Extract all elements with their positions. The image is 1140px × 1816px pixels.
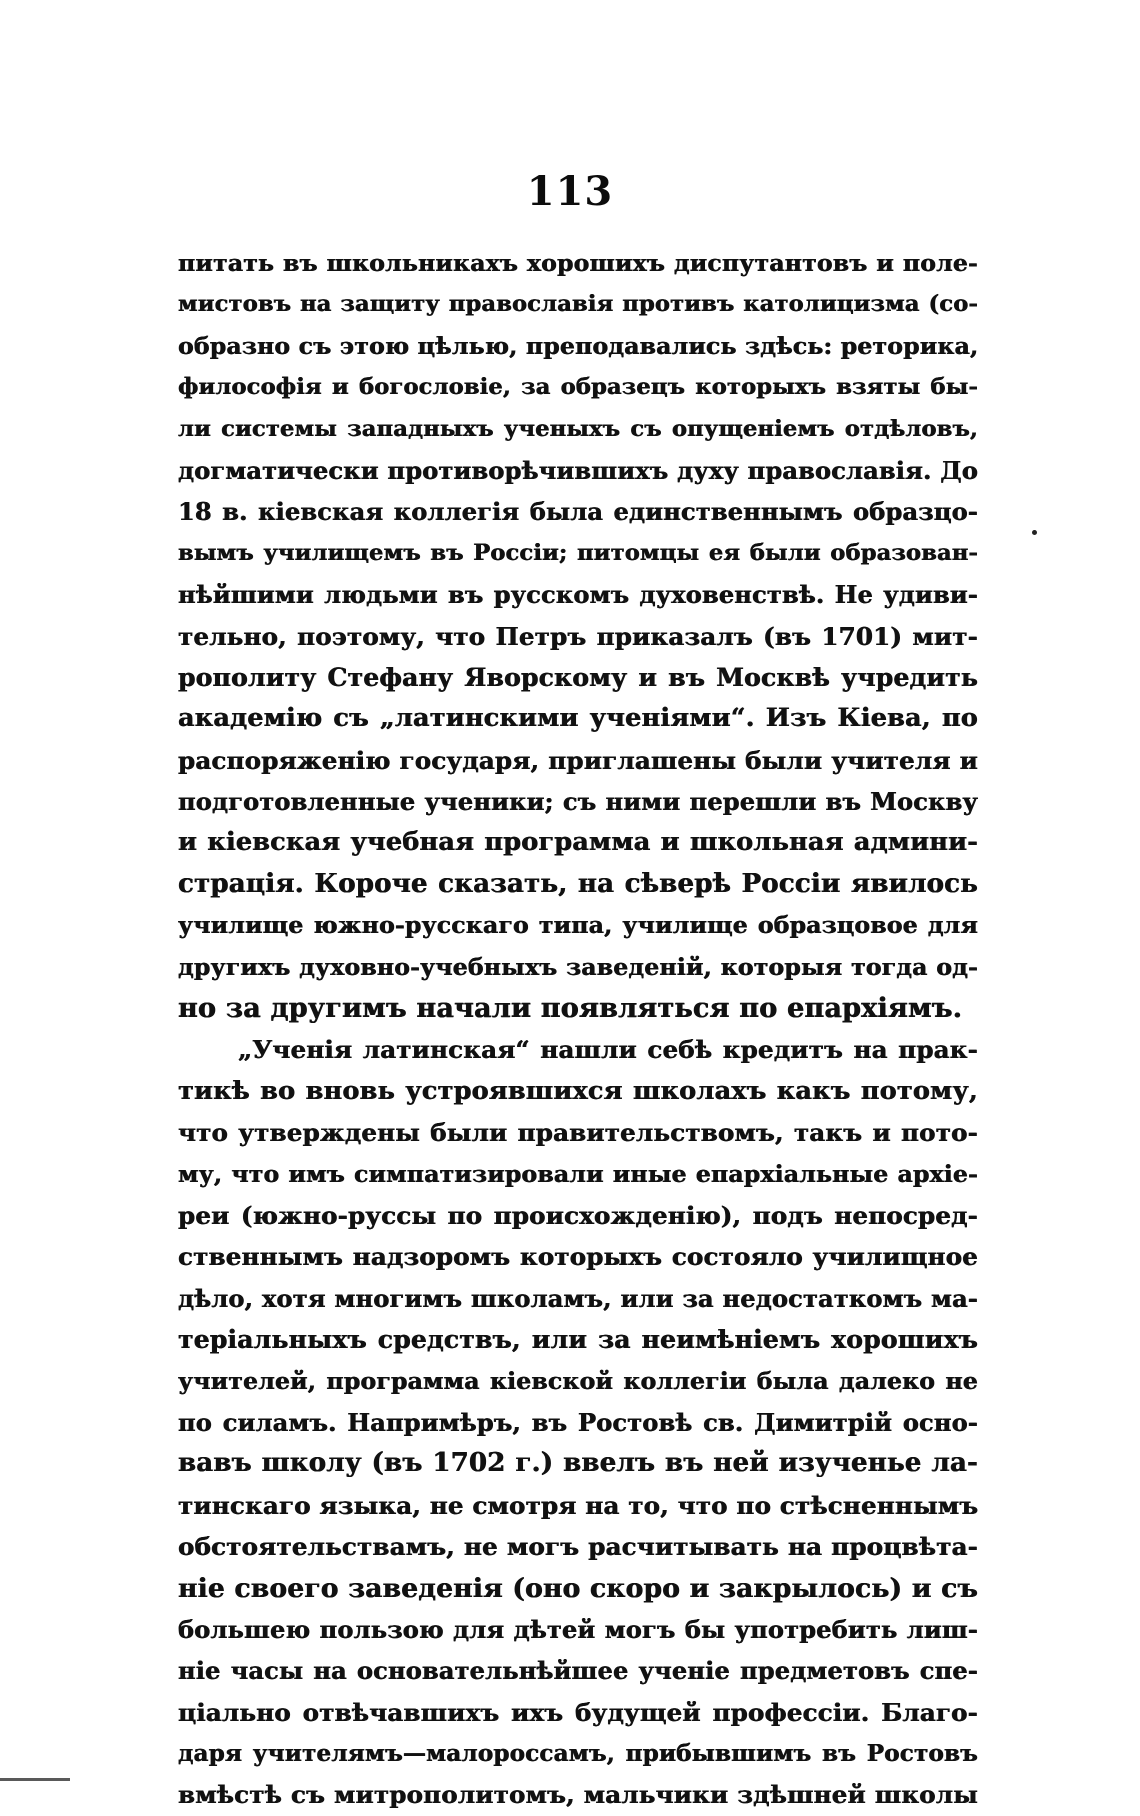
text-line: реи (южно-руссы по происхожденію), подъ непосред- — [178, 1200, 978, 1230]
text-line: рополиту Стефану Яворскому и въ Москвѣ учредить — [178, 662, 978, 692]
text-line: тинскаго языка, не смотря на то, что по стѣсненнымъ — [178, 1490, 979, 1520]
body-text — [178, 243, 978, 1816]
page-number: 113 — [526, 168, 614, 215]
text-line: распоряженію государя, приглашены были учителя и — [178, 745, 978, 775]
text-line: 18 в. кіевская коллегія была единственнымъ образцо- — [178, 497, 978, 527]
text-line: вавъ школу (въ 1702 г.) ввелъ въ ней изученье ла- — [178, 1448, 978, 1479]
text-line: ціально отвѣчавшихъ ихъ будущей профессіи. Благо- — [178, 1697, 978, 1727]
text-line: обстоятельствамъ, не могъ расчитывать на процвѣта- — [178, 1532, 978, 1562]
text-line: вмѣстѣ съ митрополитомъ, мальчики здѣшней школы — [178, 1780, 978, 1810]
paragraph-end-line: но за другимъ начали появляться по епархіямъ. — [178, 993, 963, 1025]
text-line: училище южно-русскаго типа, училище образцовое для — [178, 911, 978, 940]
text-line: академію съ „латинскими ученіями“. Изъ Кіева, по — [178, 703, 978, 734]
text-line: мистовъ на защиту православія противъ католицизма (со- — [178, 291, 978, 318]
text-line: ніе своего заведенія (оно скоро и закрылось) и съ — [178, 1572, 978, 1604]
scan-edge-mark — [0, 1778, 70, 1781]
text-line: и кіевская учебная программа и школьная админи- — [178, 827, 978, 858]
text-line: догматически противорѣчившихъ духу православія. До — [178, 455, 978, 485]
text-line: ли системы западныхъ ученыхъ съ опущеніемъ отдѣловъ, — [178, 415, 978, 442]
text-line: нѣйшими людьми въ русскомъ духовенствѣ. Не удиви- — [178, 580, 978, 610]
text-line: учителей, программа кіевской коллегіи была далеко не — [178, 1366, 978, 1395]
text-line: по силамъ. Напримѣръ, въ Ростовѣ св. Димитрій осно- — [178, 1407, 978, 1437]
text-line: питать въ школьникахъ хорошихъ диспутантовъ и поле- — [178, 249, 978, 277]
paragraph-start-line: „Ученія латинская“ нашли себѣ кредитъ на прак- — [238, 1035, 978, 1065]
ink-speck — [1032, 530, 1037, 535]
text-line: дѣло, хотя многимъ школамъ, или за недостаткомъ ма- — [178, 1283, 978, 1313]
text-line: ніе часы на основательнѣйшее ученіе предметовъ спе- — [178, 1656, 978, 1686]
text-line: теріальныхъ средствъ, или за неимѣніемъ хорошихъ — [178, 1325, 978, 1355]
text-line: тикѣ во вновь устроявшихся школахъ какъ потому, — [178, 1075, 978, 1106]
text-line: подготовленные ученики; съ ними перешли въ Москву — [178, 787, 978, 817]
text-line: образно съ этою цѣлью, преподавались здѣсь: реторика, — [178, 331, 979, 360]
text-line: философія и богословіе, за образецъ которыхъ взяты бы- — [178, 374, 978, 401]
text-line: му, что имъ симпатизировали иные епархіальные архіе- — [178, 1159, 978, 1188]
text-line: тельно, поэтому, что Петръ приказалъ (въ 1701) мит- — [178, 621, 978, 651]
text-line: что утверждены были правительствомъ, такъ и пото- — [178, 1118, 978, 1148]
text-line: большею пользою для дѣтей могъ бы употребить лиш- — [178, 1614, 978, 1644]
text-line: другихъ духовно-учебныхъ заведеній, которыя тогда од- — [178, 952, 978, 981]
text-line: страція. Короче сказать, на сѣверѣ Россіи явилось — [178, 868, 978, 899]
text-line: вымъ училищемъ въ Россіи; питомцы ея были образован- — [178, 539, 978, 566]
text-line: даря учителямъ—малороссамъ, прибывшимъ въ Ростовъ — [178, 1740, 978, 1768]
text-line: ственнымъ надзоромъ которыхъ состояло училищное — [178, 1242, 978, 1272]
